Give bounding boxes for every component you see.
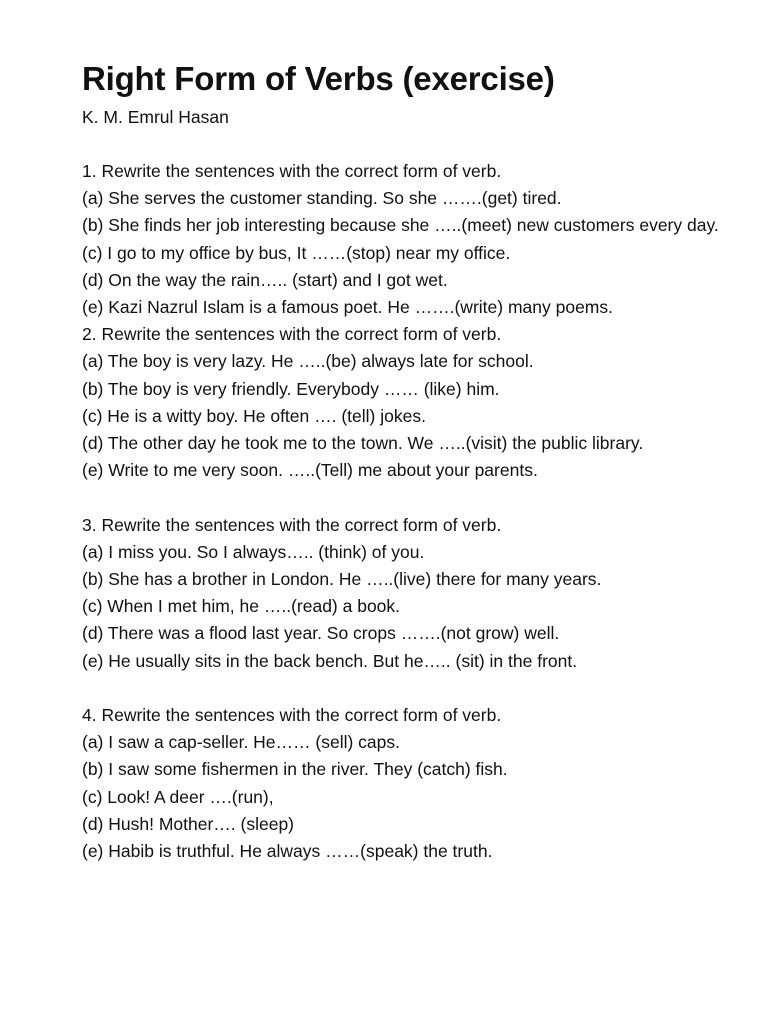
exercise-item: (a) The boy is very lazy. He …..(be) always late for school. — [82, 351, 534, 372]
exercise-item: (a) I miss you. So I always….. (think) of you. — [82, 541, 425, 562]
exercise-item: (b) I saw some fishermen in the river. They (catch) fish. — [82, 759, 508, 780]
exercise-item: (e) He usually sits in the back bench. But he….. (sit) in the front. — [82, 650, 578, 671]
exercise-item: (c) Look! A deer ….(run), — [82, 786, 274, 807]
exercise-section-4 — [82, 702, 742, 865]
document-page — [82, 58, 742, 865]
exercise-item: (e) Write to me very soon. …..(Tell) me about your parents. — [82, 460, 538, 481]
section-instruction: 1. Rewrite the sentences with the correct form of verb. — [82, 161, 502, 181]
exercise-section-1 — [82, 158, 742, 321]
exercise-item: (d) Hush! Mother…. (sleep) — [82, 813, 295, 834]
exercise-body — [82, 158, 742, 865]
exercise-section-2 — [82, 321, 742, 484]
exercise-item: (d) The other day he took me to the town. We …..(visit) the public library. — [82, 433, 644, 454]
page-title: Right Form of Verbs (exercise) — [82, 60, 555, 97]
exercise-section-3 — [82, 512, 742, 675]
exercise-item: (e) Habib is truthful. He always ……(speak) the truth. — [82, 841, 493, 862]
exercise-item: (b) She has a brother in London. He …..(live) there for many years. — [82, 569, 602, 590]
exercise-item: (e) Kazi Nazrul Islam is a famous poet. He …….(write) many poems. — [82, 297, 613, 318]
section-gap — [82, 675, 742, 702]
author-name: K. M. Emrul Hasan — [82, 107, 229, 127]
exercise-item: (c) I go to my office by bus, It ……(stop) near my office. — [82, 242, 511, 263]
section-instruction: 4. Rewrite the sentences with the correct form of verb. — [82, 705, 502, 726]
exercise-item: (c) When I met him, he …..(read) a book. — [82, 596, 401, 617]
section-gap — [82, 484, 742, 511]
exercise-item: (a) I saw a cap-seller. He…… (sell) caps. — [82, 732, 401, 753]
exercise-item: (d) On the way the rain….. (start) and I got wet. — [82, 269, 448, 290]
exercise-item: (b) She finds her job interesting because she …..(meet) new customers every day. — [82, 215, 719, 236]
section-instruction: 2. Rewrite the sentences with the correct form of verb. — [82, 324, 502, 345]
exercise-item: (b) The boy is very friendly. Everybody …… (like) him. — [82, 378, 500, 399]
exercise-item: (c) He is a witty boy. He often …. (tell) jokes. — [82, 405, 426, 426]
exercise-item: (a) She serves the customer standing. So she …….(get) tired. — [82, 188, 562, 209]
section-instruction: 3. Rewrite the sentences with the correct form of verb. — [82, 514, 502, 535]
exercise-item: (d) There was a flood last year. So crops …….(not grow) well. — [82, 623, 560, 644]
